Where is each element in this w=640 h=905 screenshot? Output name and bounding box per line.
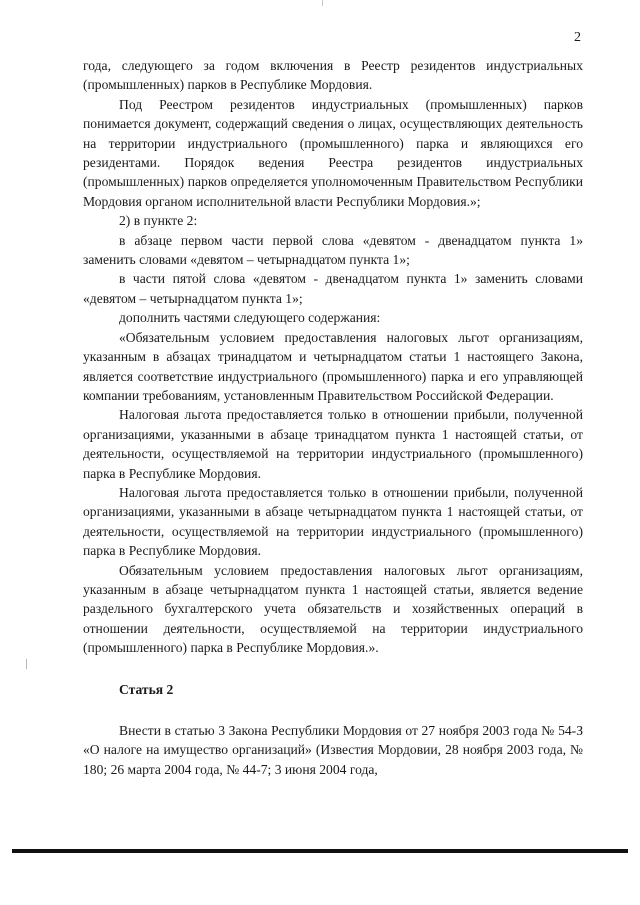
paragraph: 2) в пункте 2: [119, 213, 198, 229]
paragraph: в абзаце первом части первой слова «девятом - двенадцатом пункта 1» заменить словами «девятом – четырнадцатом пункта 1»; [83, 232, 583, 268]
page-number: 2 [574, 30, 581, 45]
paragraph: дополнить частями следующего содержания: [119, 310, 381, 326]
scan-mark-top [322, 0, 323, 6]
paragraph: Налоговая льгота предоставляется только в отношении прибыли, полученной организациями, указанными в абзаце четырнадцатом пункта 1 настоящей статьи, от деятельности, осуществляемой на территории индустриального (промышленного) парка в Республике Мордовия. [83, 484, 583, 559]
paragraph: Налоговая льгота предоставляется только в отношении прибыли, полученной организациями, указанными в абзаце тринадцатом пункта 1 настоящей статьи, от деятельности, осуществляемой на территории индустриального (промышленного) парка в Республике Мордовия. [83, 407, 583, 481]
paragraph: в части пятой слова «девятом - двенадцатом пункта 1» заменить словами «девятом – четырнадцатом пункта 1»; [83, 271, 583, 306]
document-body [83, 56, 583, 779]
article-heading: Статья 2 [119, 681, 174, 697]
paragraph: года, следующего за годом включения в Реестр резидентов индустриальных (промышленных) парков в Республике Мордовия. [83, 58, 583, 93]
bottom-rule [12, 849, 628, 853]
paragraph: Внести в статью 3 Закона Республики Мордовия от 27 ноября 2003 года № 54-З «О налоге на имущество организаций» (Известия Мордовии, 28 ноября 2003 года, № 180; 26 марта 2004 года, № 44-7; 3 июня 2004 года, [83, 723, 583, 777]
scan-mark [26, 659, 27, 669]
paragraph: Обязательным условием предоставления налоговых льгот организациям, указанным в абзаце четырнадцатом пункта 1 настоящей статьи, является ведение раздельного бухгалтерского учета обязательств и хозяйственных операций в отношении деятельности, осуществляемой на территории индустриального (промышленного) парка в Республике Мордовия.». [83, 562, 583, 656]
paragraph: Под Реестром резидентов индустриальных (промышленных) парков понимается документ, содержащий сведения о лицах, осуществляющих деятельность на территории индустриального (промышленного) парка и являющихся его резидентами. Порядок ведения Реестра резидентов индустриальных (промышленных) парков определяется уполномоченным Правительством Республики Мордовия органом исполнительной власти Республики Мордовия.»; [83, 96, 583, 209]
paragraph: «Обязательным условием предоставления налоговых льгот организациям, указанным в абзацах тринадцатом и четырнадцатом статьи 1 настоящего Закона, является соответствие индустриального (промышленного) парка и его управляющей компании требованиям, установленным Правительством Российской Федерации. [83, 329, 583, 403]
